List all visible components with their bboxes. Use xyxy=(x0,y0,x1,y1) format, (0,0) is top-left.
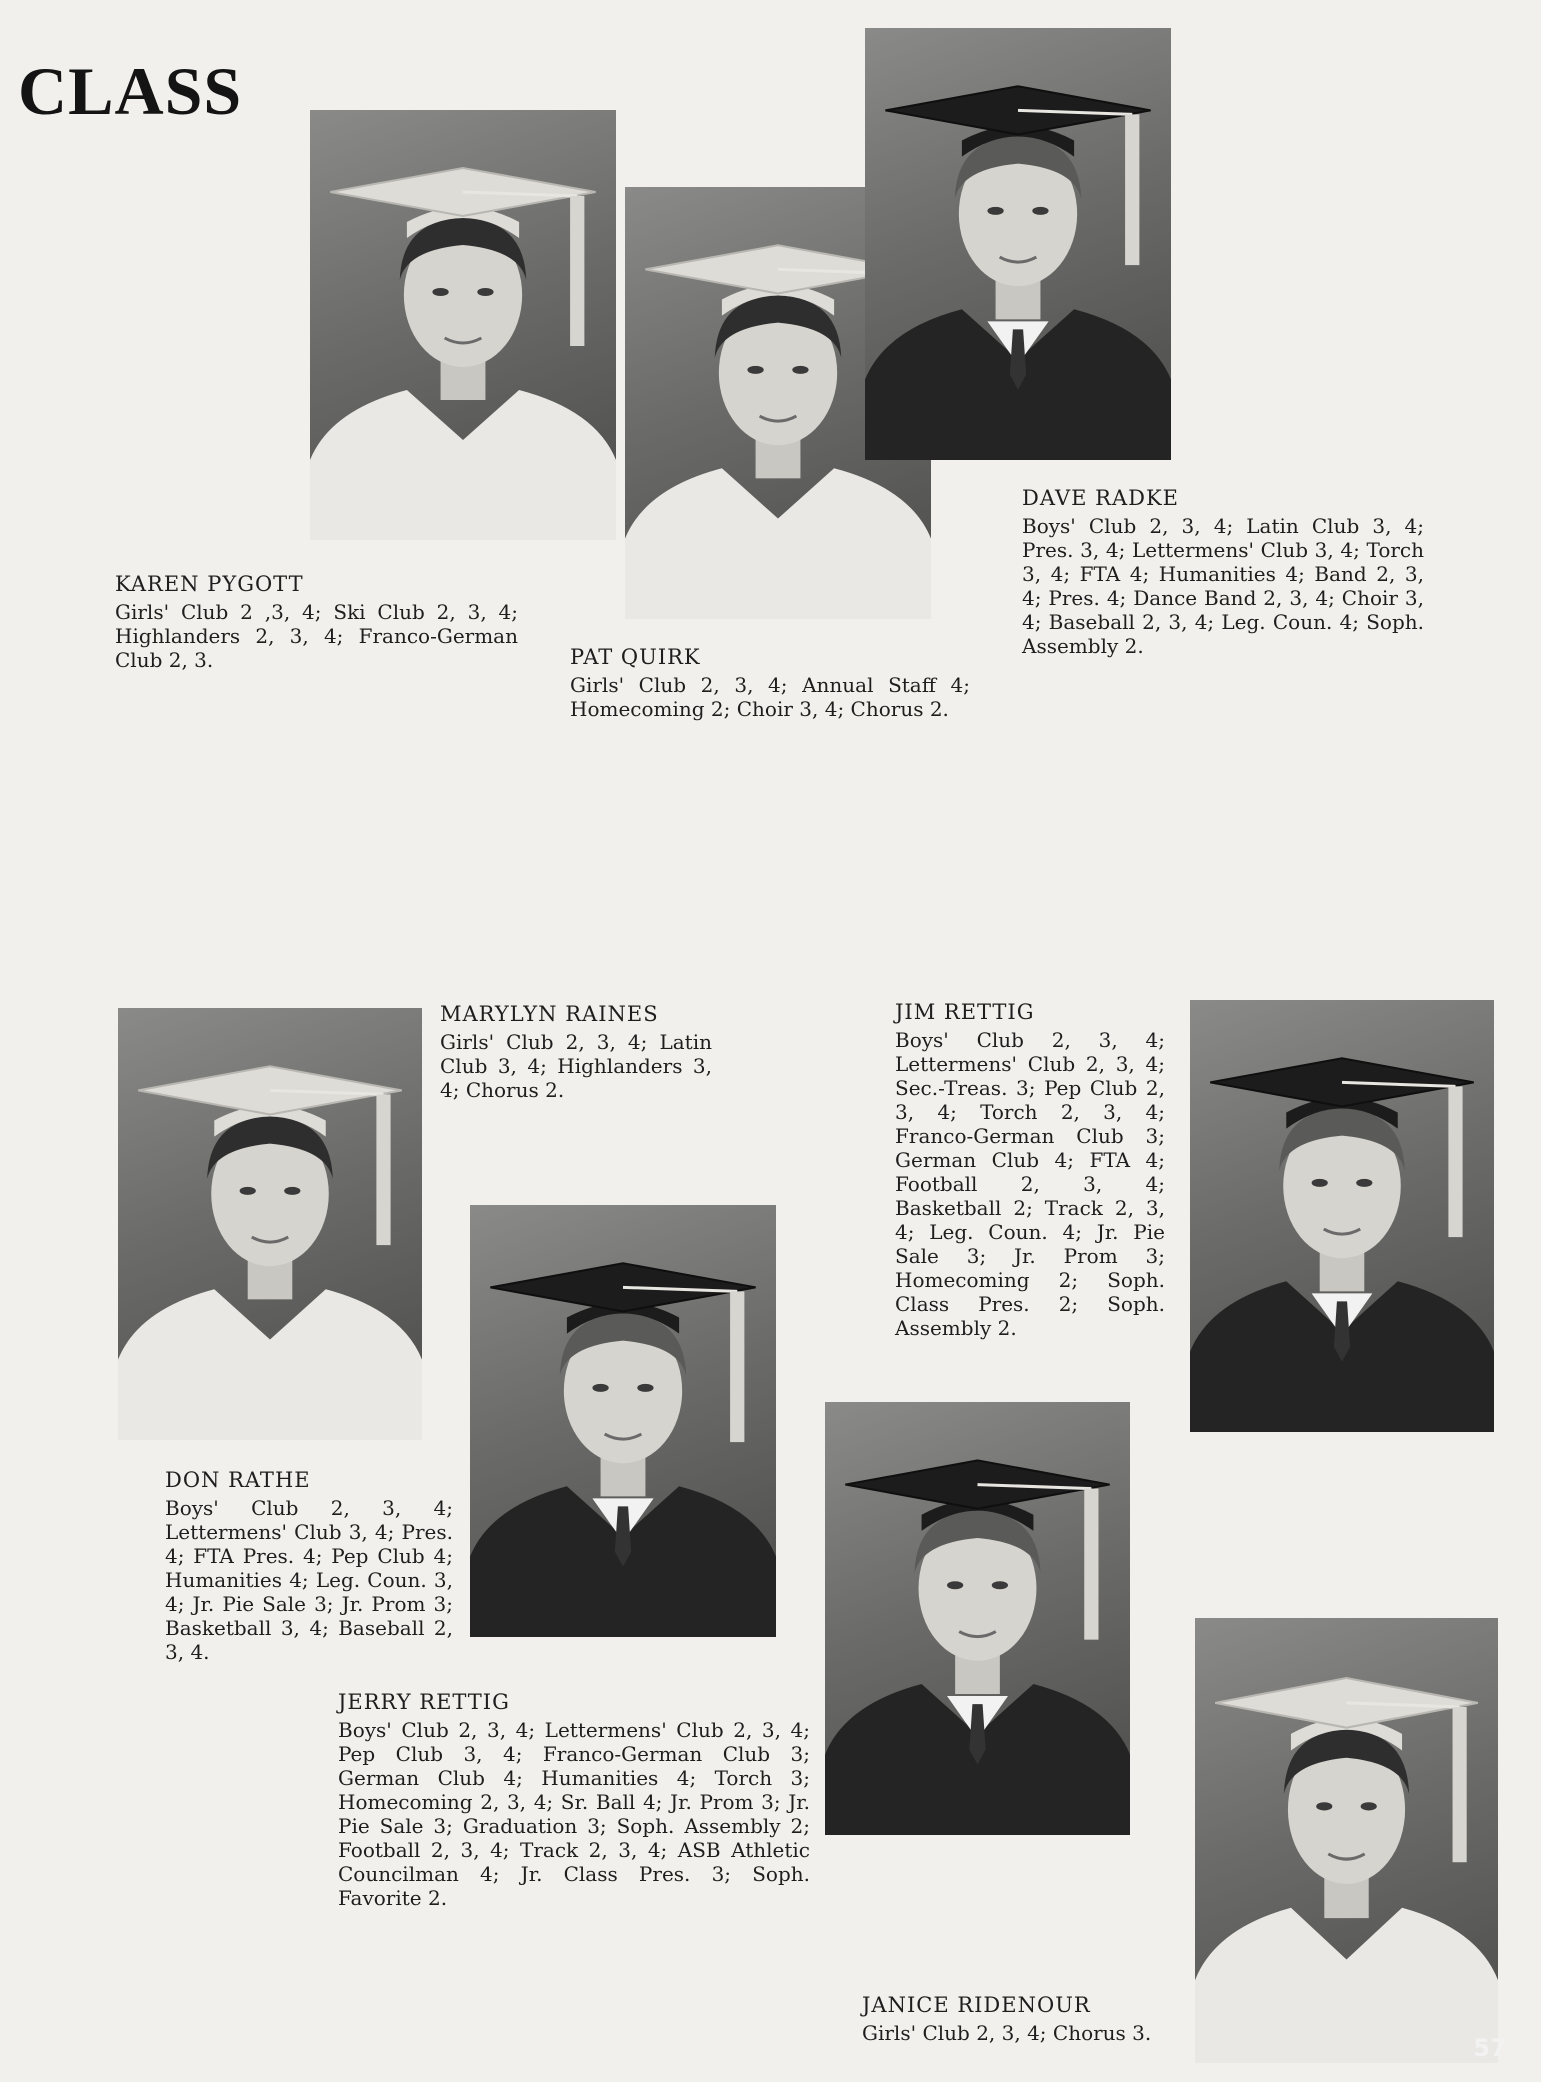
caption-pat-quirk xyxy=(570,645,970,721)
page-title: CLASS xyxy=(18,53,243,129)
student-activities: Boys' Club 2, 3, 4; Lettermens' Club 2, 3, 4; Sec.-Treas. 3; Pep Club 2, 3, 4; Torch 2, 3, 4; Franco-German Club 3; German Club 4; FTA 4; Football 2, 3, 4; Basketball 2; Track 2, 3, 4; Leg. Coun. 4; Jr. Pie Sale 3; Jr. Prom 3; Homecoming 2; Soph. Class Pres. 2; Soph. Assembly 2. xyxy=(895,1028,1165,1340)
caption-janice-ridenour xyxy=(862,1993,1202,2045)
portrait-janice-ridenour xyxy=(1195,1618,1498,2063)
student-name: JIM RETTIG xyxy=(895,1000,1035,1024)
caption-jim-rettig xyxy=(895,1000,1165,1340)
student-name: MARYLYN RAINES xyxy=(440,1002,659,1026)
student-activities: Girls' Club 2, 3, 4; Latin Club 3, 4; Highlanders 3, 4; Chorus 2. xyxy=(440,1030,712,1102)
student-activities: Girls' Club 2, 3, 4; Annual Staff 4; Homecoming 2; Choir 3, 4; Chorus 2. xyxy=(570,673,970,721)
caption-jerry-rettig xyxy=(338,1690,810,1910)
student-name: DON RATHE xyxy=(165,1468,311,1492)
student-name: PAT QUIRK xyxy=(570,645,701,669)
caption-marylyn-raines xyxy=(440,1002,712,1102)
portrait-marylyn-raines xyxy=(118,1008,422,1440)
portrait-jerry-rettig xyxy=(825,1402,1130,1835)
caption-dave-radke xyxy=(1022,486,1424,658)
student-activities: Boys' Club 2, 3, 4; Lettermens' Club 2, 3, 4; Pep Club 3, 4; Franco-German Club 3; German Club 4; Humanities 4; Torch 3; Homecoming 2, 3, 4; Sr. Ball 4; Jr. Prom 3; Jr. Pie Sale 3; Graduation 3; Soph. Assembly 2; Football 2, 3, 4; Track 2, 3, 4; ASB Athletic Councilman 4; Jr. Class Pres. 3; Soph. Favorite 2. xyxy=(338,1718,810,1910)
portrait-jim-rettig xyxy=(1190,1000,1494,1432)
portrait-karen-pygott xyxy=(310,110,616,540)
student-activities: Girls' Club 2, 3, 4; Chorus 3. xyxy=(862,2021,1152,2045)
student-name: JANICE RIDENOUR xyxy=(862,1993,1091,2017)
student-activities: Girls' Club 2 ,3, 4; Ski Club 2, 3, 4; Highlanders 2, 3, 4; Franco-German Club 2, 3. xyxy=(115,600,518,672)
portrait-dave-radke xyxy=(865,28,1171,460)
student-activities: Boys' Club 2, 3, 4; Lettermens' Club 3, 4; Pres. 4; FTA Pres. 4; Pep Club 4; Humanities 4; Leg. Coun. 3, 4; Jr. Pie Sale 3; Jr. Prom 3; Basketball 3, 4; Baseball 2, 3, 4. xyxy=(165,1496,453,1664)
student-name: DAVE RADKE xyxy=(1022,486,1179,510)
student-name: KAREN PYGOTT xyxy=(115,572,304,596)
portrait-don-rathe xyxy=(470,1205,776,1637)
caption-karen-pygott xyxy=(115,572,518,672)
student-activities: Boys' Club 2, 3, 4; Latin Club 3, 4; Pres. 3, 4; Lettermens' Club 3, 4; Torch 3, 4; FTA 4; Humanities 4; Band 2, 3, 4; Pres. 4; Dance Band 2, 3, 4; Choir 3, 4; Baseball 2, 3, 4; Leg. Coun. 4; Soph. Assembly 2. xyxy=(1022,514,1424,658)
caption-don-rathe xyxy=(165,1468,453,1664)
student-name: JERRY RETTIG xyxy=(338,1690,510,1714)
page-number: 57 xyxy=(1473,2034,1507,2062)
